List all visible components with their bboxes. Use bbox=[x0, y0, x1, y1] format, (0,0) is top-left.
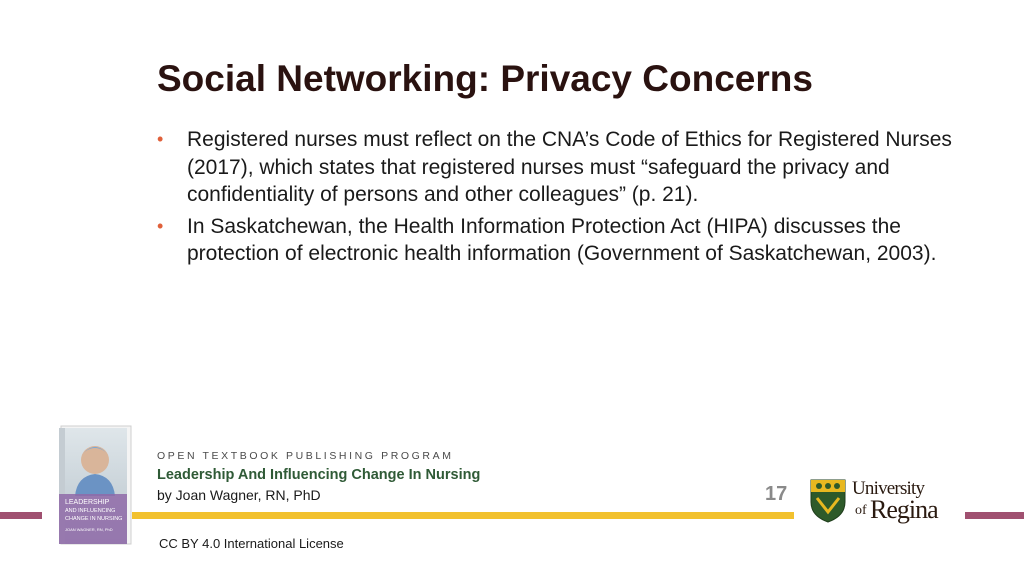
bullet-marker: • bbox=[157, 215, 164, 236]
footer-stripe-left bbox=[0, 512, 42, 519]
license-text: CC BY 4.0 International License bbox=[159, 536, 344, 551]
footer-stripe-gold bbox=[132, 512, 794, 519]
bullet-list bbox=[157, 126, 957, 272]
book-cover-line1: LEADERSHIP bbox=[65, 499, 110, 506]
bullet-item bbox=[157, 126, 957, 209]
book-cover-line3: CHANGE IN NURSING bbox=[65, 516, 123, 522]
footer-stripe-right bbox=[965, 512, 1024, 519]
book-cover-line2: AND INFLUENCING bbox=[65, 508, 116, 514]
university-logo-line1: University bbox=[852, 478, 925, 499]
book-title: Leadership And Influencing Change In Nursing bbox=[157, 467, 481, 483]
book-cover-author: JOAN WAGNER, RN, PhD bbox=[65, 527, 113, 532]
university-shield-icon bbox=[809, 478, 847, 524]
university-logo-name: Regina bbox=[870, 495, 938, 524]
bullet-text: Registered nurses must reflect on the CNA’s Code of Ethics for Registered Nurses (2017), which states that registered nurses must “safeguard the privacy and confidentiality of persons and other colleagues” (p. 21). bbox=[187, 128, 952, 206]
slide-title: Social Networking: Privacy Concerns bbox=[157, 58, 813, 99]
bullet-item bbox=[157, 213, 957, 268]
university-logo bbox=[852, 478, 952, 524]
program-name: OPEN TEXTBOOK PUBLISHING PROGRAM bbox=[157, 450, 454, 462]
bullet-text: In Saskatchewan, the Health Information Protection Act (HIPA) discusses the protection of electronic health information (Government of Saskatchewan, 2003). bbox=[187, 214, 937, 265]
page-number: 17 bbox=[765, 483, 788, 505]
university-logo-of: of bbox=[855, 503, 867, 518]
bullet-marker: • bbox=[157, 129, 164, 149]
book-cover-image bbox=[55, 424, 133, 548]
book-author: by Joan Wagner, RN, PhD bbox=[157, 487, 321, 503]
